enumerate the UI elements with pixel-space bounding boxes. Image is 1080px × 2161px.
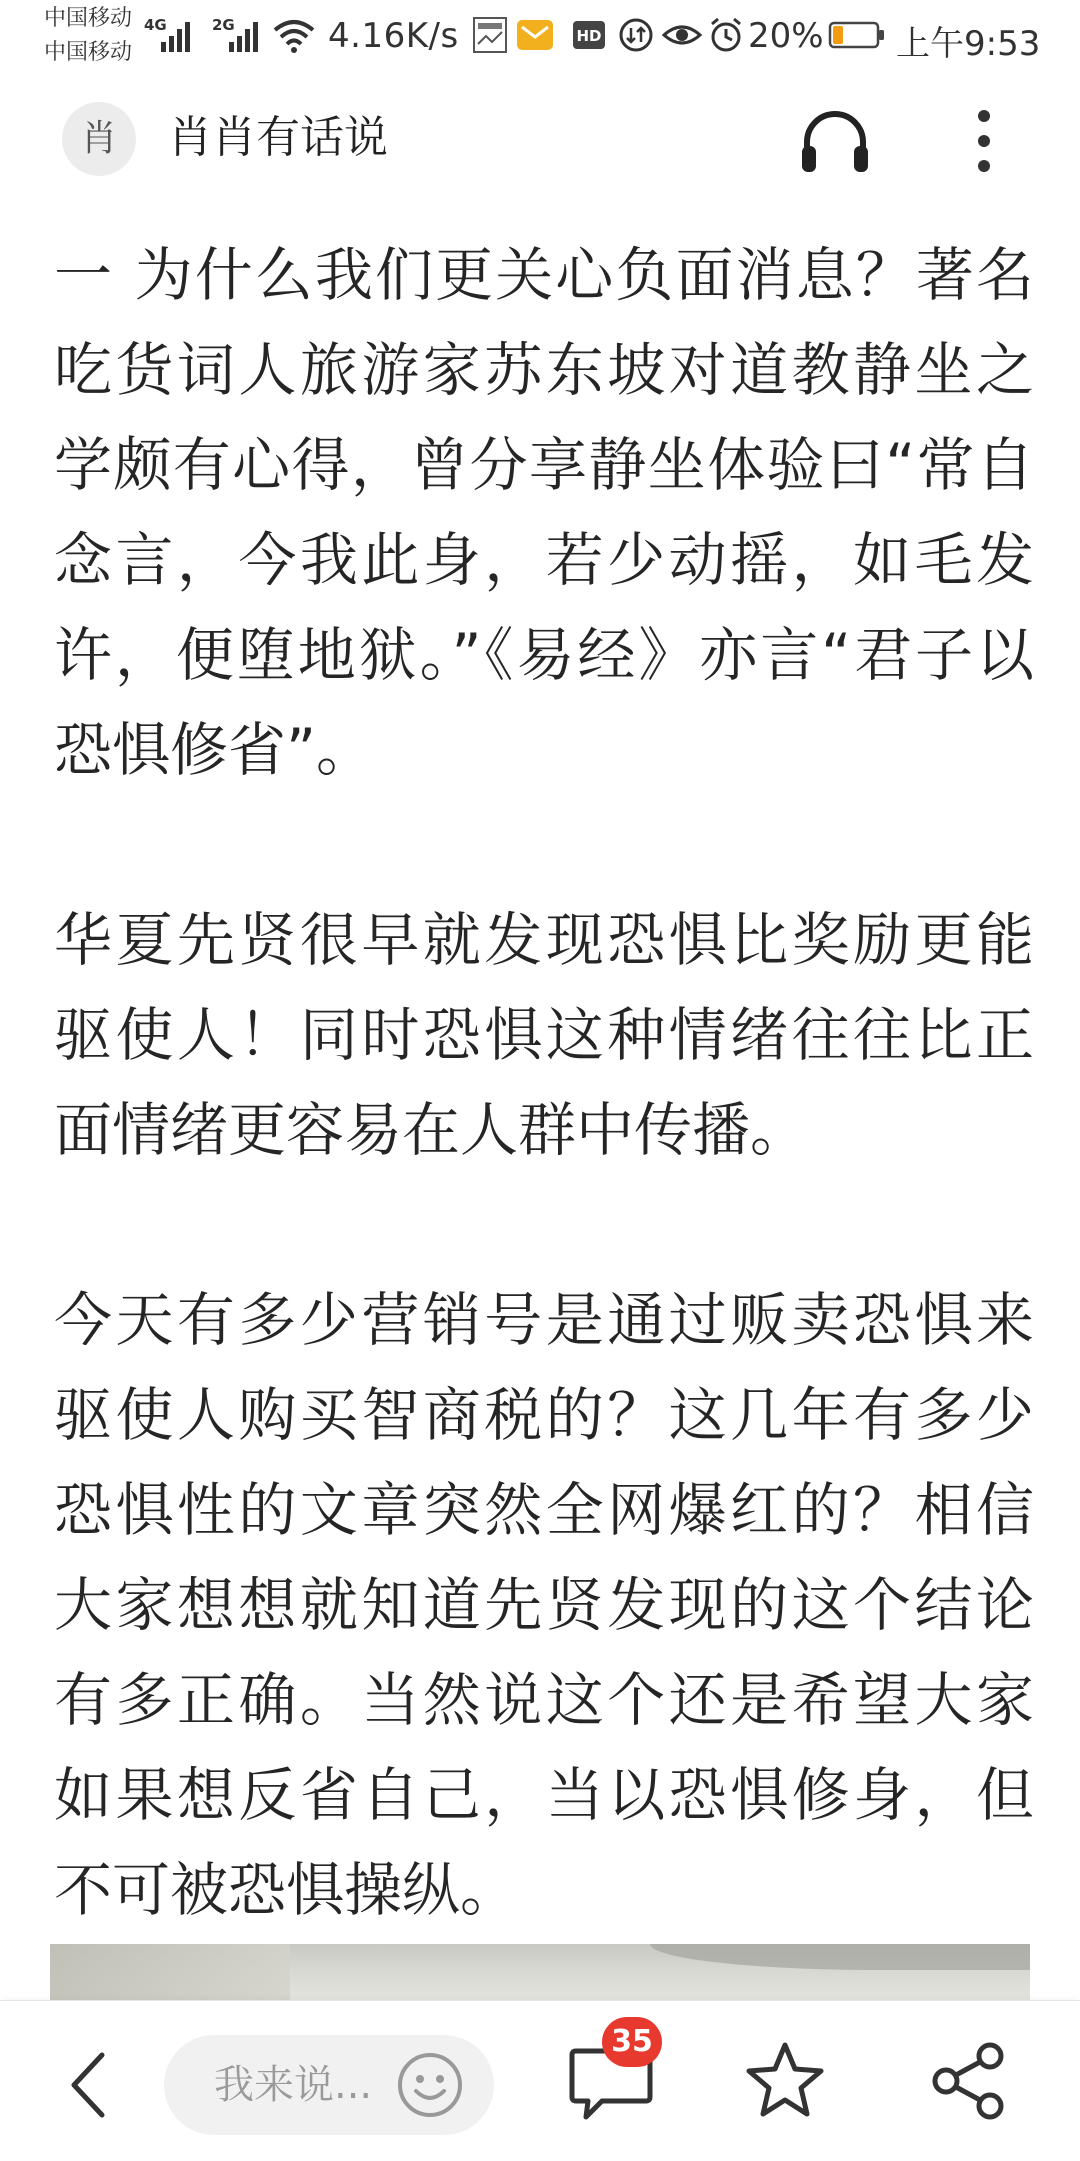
comment-input[interactable] bbox=[164, 2035, 494, 2135]
more-vertical-icon[interactable] bbox=[966, 108, 1002, 174]
avatar[interactable]: 肖 bbox=[62, 102, 136, 176]
network-type-2: 2G bbox=[212, 16, 235, 34]
status-bar bbox=[0, 0, 1080, 72]
back-arrow-icon[interactable] bbox=[60, 2047, 120, 2123]
emoji-icon[interactable] bbox=[394, 2049, 466, 2121]
article-image[interactable] bbox=[50, 1944, 1030, 2004]
clock: 上午9:53 bbox=[896, 24, 1041, 64]
carrier-label-2: 中国移动 bbox=[44, 40, 133, 65]
headphone-icon[interactable] bbox=[798, 106, 872, 176]
mail-icon bbox=[516, 16, 554, 54]
article-paragraph-1: 一 为什么我们更关心负面消息？著名吃货词人旅游家苏东坡对道教静坐之学颇有心得，曾分享静坐体验曰“常自念言，今我此身，若少动摇，如毛发许，便堕地狱。”《易经》亦言“君子以恐惧修省”。 bbox=[54, 241, 1034, 784]
signal-icon-2 bbox=[228, 14, 260, 54]
signal-icon bbox=[160, 14, 192, 54]
alarm-icon bbox=[708, 16, 744, 54]
eye-icon bbox=[662, 16, 702, 54]
article-paragraph-3: 今天有多少营销号是通过贩卖恐惧来驱使人购买智商税的？这几年有多少恐惧性的文章突然全网爆红的？相信大家想想就知道先贤发现的这个结论有多正确。当然说这个还是希望大家如果想反省自己，当以恐惧修身，但不可被恐惧操纵。 bbox=[54, 1286, 1034, 1924]
wifi-icon bbox=[272, 16, 316, 54]
news-app-icon bbox=[472, 16, 508, 54]
star-icon[interactable] bbox=[744, 2039, 826, 2121]
battery-percent: 20% bbox=[748, 16, 824, 56]
carrier-label-1: 中国移动 bbox=[44, 6, 133, 31]
data-icon bbox=[618, 16, 654, 54]
hd-icon bbox=[572, 16, 606, 54]
comment-count-badge: 35 bbox=[602, 2017, 662, 2067]
channel-name[interactable]: 肖肖有话说 bbox=[168, 112, 388, 163]
comment-placeholder: 我来说... bbox=[214, 2062, 373, 2108]
share-icon[interactable] bbox=[928, 2041, 1008, 2121]
network-type-1: 4G bbox=[144, 16, 167, 34]
bottom-action-bar bbox=[0, 2000, 1080, 2161]
battery-icon bbox=[828, 16, 886, 54]
article-header bbox=[0, 72, 1080, 212]
article-paragraph-2: 华夏先贤很早就发现恐惧比奖励更能驱使人！同时恐惧这种情绪往往比正面情绪更容易在人群中传播。 bbox=[54, 906, 1034, 1164]
net-speed: 4.16K/s bbox=[328, 16, 459, 56]
svg-text:HD: HD bbox=[576, 27, 602, 45]
article-body bbox=[54, 228, 1034, 1938]
